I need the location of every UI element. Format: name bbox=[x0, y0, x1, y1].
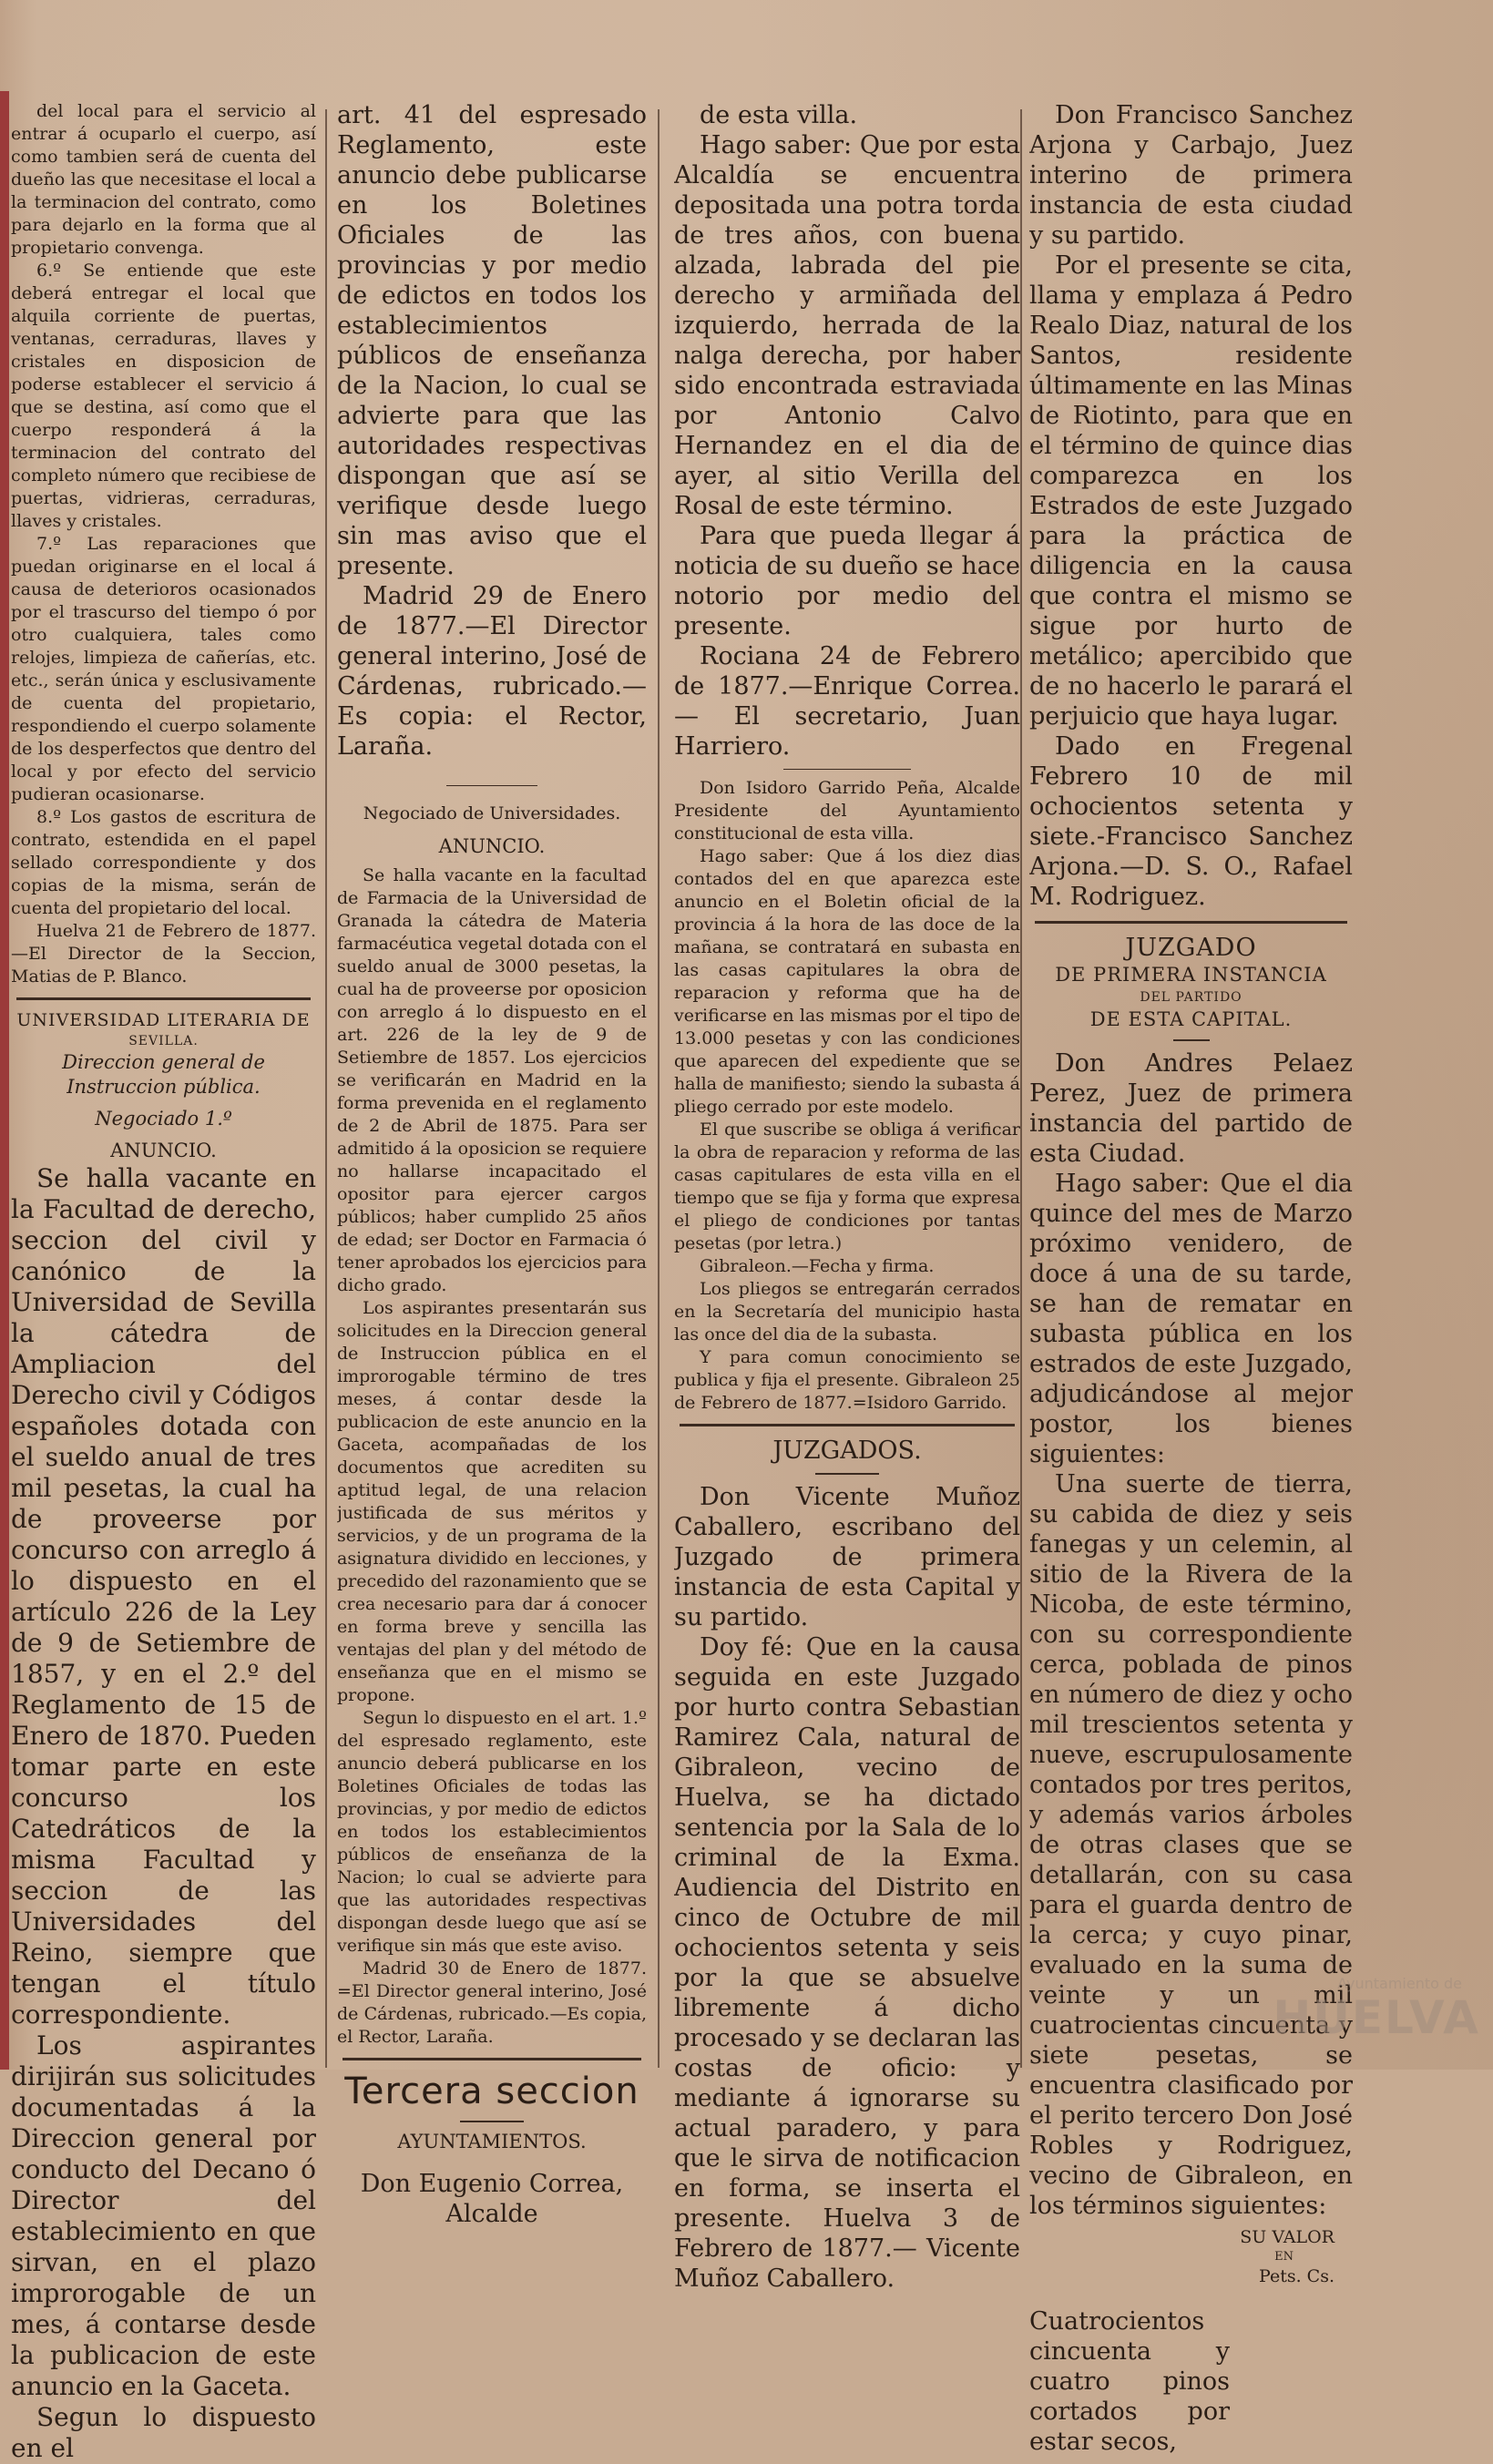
paragraph: Don Eugenio Correa, Alcalde bbox=[360, 2170, 624, 2228]
ornament-rule bbox=[1173, 1039, 1210, 1041]
column-divider bbox=[1020, 109, 1022, 2068]
section-rule bbox=[1035, 921, 1347, 924]
signature-line: Madrid 30 de Enero de 1877. =El Director general interino, José de Cárdenas, rubricado.—Es copia, el Rector, Laraña. bbox=[337, 1958, 647, 2047]
paragraph: Para que pueda llegar á noticia de su dueño se hace notorio por medio del presente. bbox=[674, 522, 1020, 640]
section-heading: DE PRIMERA INSTANCIA bbox=[1055, 964, 1327, 986]
paragraph: Una suerte de tierra, su cabida de diez y seis fanegas y un celemin, al sitio de la Rivera de la Nicoba, de este término, con su correspondiente cerca, poblada de pinos en número de diez y ocho mil trescientos setenta y nueve, escrupulosamente contados por tres peritos, y además varios árboles de otras clases que se detallarán, con su casa para el guarda dentro de la cerca; y cuyo pinar, evaluado en la suma de veinte y un mil cuatrocientas cincuenta y siete pesetas, se encuentra clasificado por el perito tercero Don José Robles y Rodriguez, vecino de Gibraleon, en los términos siguientes: bbox=[1029, 1470, 1353, 2220]
section-subheading: SEVILLA. bbox=[128, 1034, 199, 1048]
value-header-line: SU VALOR bbox=[1240, 2227, 1334, 2247]
paragraph: Doy fé: Que en la causa seguida en este Juzgado por hurto contra Sebastian Ramirez Cala, natural de Gibraleon, vecino de Huelva, se ha dictado sentencia por la Sala de lo criminal de la Exma. Audiencia del Distrito en cinco de Octubre de mil ochocientos setenta y seis por la que se absuelve libremente á dicho procesado y se declaran las costas de oficio: y mediante á ignorarse su actual paradero, y para que le sirva de notificacion en forma, se inserta el presente. Huelva 3 de Febrero de 1877.— Vicente Muñoz Caballero. bbox=[674, 1633, 1020, 2293]
negociado-label: Negociado 1.º bbox=[95, 1108, 232, 1130]
section-rule bbox=[343, 2058, 641, 2060]
section-rule bbox=[16, 997, 311, 1000]
ornament-rule bbox=[460, 2121, 524, 2122]
column-divider bbox=[325, 109, 327, 2068]
section-heading: DE ESTA CAPITAL. bbox=[1089, 1008, 1293, 1030]
paragraph: Segun lo dispuesto en el art. 1.º del espresado reglamento, este anuncio deberá publicarse en los Boletines Oficiales de todas las provincias, y por medio de edictos en todos los establecimientos públicos de enseñanza de la Nacion; lo cual se advierte para que las autoridades respectivas dispongan desde luego que así se verifique sin más que este aviso. bbox=[337, 1708, 647, 1956]
watermark-text: Ayuntamiento de bbox=[1337, 1975, 1462, 1992]
signature-line: Madrid 29 de Enero de 1877.—El Director general interino, José de Cárdenas, rubricado.—Es copia: el Rector, Laraña. bbox=[337, 582, 647, 761]
paragraph: Don Francisco Sanchez Arjona y Carbajo, Juez interino de primera instancia de esta ciudad y su partido. bbox=[1029, 101, 1353, 250]
section-title: Tercera seccion bbox=[344, 2070, 639, 2112]
paragraph: 7.º Las reparaciones que puedan originarse en el local á causa de deterioros ocasionados por el trascurso del tiempo ó por otro cualquiera, tales como relojes, limpieza de cañerías, etc. etc., serán única y esclusivamente de cuenta del propietario, respondiendo el cuerpo solamente de los desperfectos que dentro del local y por efecto del servicio pudieran ocasionarse. bbox=[11, 534, 316, 804]
paragraph: Se halla vacante en la Facultad de derecho, seccion del civil y canónico de la Universidad de Sevilla la cátedra de Ampliacion del Derecho civil y Códigos españoles dotada con el sueldo anual de tres mil pesetas, la cual ha de proveerse por concurso con arreglo á lo dispuesto en el artículo 226 de la Ley de 9 de Setiembre de 1857, y en el 2.º del Reglamento de 15 de Enero de 1870. Pueden tomar parte en este concurso los Catedráticos de la misma Facultad y seccion de las Universidades del Reino, siempre que tengan el título correspondiente. bbox=[11, 1163, 316, 2029]
notice-title: ANUNCIO. bbox=[438, 835, 546, 857]
paragraph: Gibraleon.—Fecha y firma. bbox=[700, 1256, 935, 1276]
paragraph: El que suscribe se obliga á verificar la obra de reparacion y reforma de las casas capitulares de esta villa en el tiempo que se fija y forma que expresa el pliego de condiciones por tantas pesetas (por letra.) bbox=[674, 1120, 1020, 1253]
signature-line: Y para comun conocimiento se publica y fija el presente. Gibraleon 25 de Febrero de 1877.=Isidoro Garrido. bbox=[674, 1347, 1020, 1413]
section-heading: Negociado de Universidades. bbox=[363, 803, 621, 823]
notice-title: ANUNCIO. bbox=[110, 1140, 217, 1161]
ornament-rule bbox=[815, 1473, 879, 1475]
archive-watermark bbox=[1253, 1975, 1489, 2061]
section-rule bbox=[446, 785, 537, 786]
paragraph: Se halla vacante en la facultad de Farmacia de la Universidad de Granada la cátedra de Materia farmacéutica vegetal dotada con el sueldo anual de 3000 pesetas, la cual ha de proveerse por oposicion con arreglo á lo dispuesto en el art. 226 de la ley de 9 de Setiembre de 1857. Los ejercicios se verificarán en Madrid en la forma prevenida en el reglamento de 2 de Abril de 1875. Para ser admitido á la oposicion se requiere no hallarse incapacitado el opositor para ejercer cargos públicos; haber cumplido 25 años de edad; ser Doctor en Farmacia ó tener aprobados los ejercicios para dicho grado. bbox=[337, 865, 647, 1295]
paragraph: art. 41 del espresado Reglamento, este anuncio debe publicarse en los Boletines Oficiales de las provincias y por medio de edictos en todos los establecimientos públicos de enseñanza de la Nacion, lo cual se advierte para que las autoridades respectivas dispongan que así se verifique desde luego sin mas aviso que el presente. bbox=[337, 101, 647, 580]
signature-line: Dado en Fregenal Febrero 10 de mil ochocientos setenta y siete.-Francisco Sanchez Arjona.—D. S. O., Rafael M. Rodriguez. bbox=[1029, 732, 1353, 911]
column-1 bbox=[11, 100, 316, 2464]
paragraph: Don Andres Pelaez Perez, Juez de primera instancia del partido de esta Ciudad. bbox=[1029, 1049, 1353, 1168]
section-heading: UNIVERSIDAD LITERARIA DE bbox=[16, 1010, 311, 1030]
section-rule bbox=[783, 769, 911, 770]
paragraph: Segun lo dispuesto en el bbox=[11, 2402, 316, 2463]
section-title: JUZGADO bbox=[1125, 934, 1257, 962]
signature-line: Huelva 21 de Febrero de 1877. —El Director de la Seccion, Matias de P. Blanco. bbox=[11, 921, 316, 987]
value-header-line: Pets. Cs. bbox=[1259, 2266, 1334, 2286]
value-header bbox=[1029, 2226, 1353, 2288]
column-divider bbox=[658, 109, 660, 2068]
paragraph: Hago saber: Que á los diez dias contados del en que aparezca este anuncio en el Boletin oficial de la provincia á la hora de las doce de la mañana, se contratará en subasta en las casas capitulares la obra de reparacion y reforma que ha de verificarse en las mismas por el tipo de 13.000 pesetas y con las condiciones que aparecen del expediente que se halla de manifiesto; siendo la subasta á pliego cerrado por este modelo. bbox=[674, 846, 1020, 1117]
signature-line: Rociana 24 de Febrero de 1877.—Enrique Correa.— El secretario, Juan Harriero. bbox=[674, 642, 1020, 761]
paragraph: Hago saber: Que el dia quince del mes de Marzo próximo venidero, de doce á una de su tarde, se han de rematar en subasta pública en los estrados de este Juzgado, adjudicándose al mejor postor, los bienes siguientes: bbox=[1029, 1170, 1353, 1468]
paragraph: Por el presente se cita, llama y emplaza á Pedro Realo Diaz, natural de los Santos, residente últimamente en las Minas de Riotinto, para que en el término de quince dias comparezca en los Estrados de este Juzgado para la práctica de diligencia en la causa que contra el mismo se sigue por hurto de metálico; apercibido que de no hacerlo le parará el perjuicio que haya lugar. bbox=[1029, 251, 1353, 731]
table-row: Cuatrocientos cincuenta y cuatro pinos cortados por estar secos, bbox=[1029, 2307, 1230, 2456]
section-title: JUZGADOS. bbox=[772, 1436, 922, 1465]
section-rule bbox=[680, 1424, 1015, 1426]
watermark-text: HUELVA bbox=[1273, 1991, 1480, 2044]
column-3 bbox=[674, 100, 1020, 2294]
paragraph: 6.º Se entiende que este deberá entregar el local que alquila corriente de puertas, ventanas, cerraduras, llaves y cristales en disposicion de poderse establecer el servicio á que se destina, así como que el cuerpo responderá á la terminacion del contrato del completo número que recibiese de puertas, vidrieras, cerraduras, llaves y cristales. bbox=[11, 261, 316, 531]
paragraph: Hago saber: Que por esta Alcaldía se encuentra depositada una potra torda de tres años, con buena alzada, labrada del pie derecho y armiñada del izquierdo, herrada de la nalga derecha, por haber sido encontrada estraviada por Antonio Calvo Hernandez en el dia de ayer, al sitio Verilla del Rosal de este término. bbox=[674, 131, 1020, 520]
paragraph: Los pliegos se entregarán cerrados en la Secretaría del municipio hasta las once del dia de la subasta. bbox=[674, 1279, 1020, 1344]
column-4 bbox=[1029, 100, 1353, 2457]
column-2 bbox=[337, 100, 647, 2229]
binding-edge bbox=[0, 91, 9, 2070]
paragraph: Los aspirantes dirijirán sus solicitudes documentadas á la Direccion general por conducto del Decano ó Director del establecimiento en que sirvan, en el plazo improrogable de un mes, á contarse desde la publicacion de este anuncio en la Gaceta. bbox=[11, 2030, 316, 2401]
section-heading: Direccion general de Instruccion pública. bbox=[62, 1051, 265, 1098]
paragraph: Los aspirantes presentarán sus solicitudes en la Direccion general de Instruccion pública en el improrogable término de tres meses, á contar desde la publicacion de este anuncio en la Gaceta, acompañadas de los documentos que acrediten su aptitud legal, de una relacion justificada de sus méritos y servicios, y de un programa de la asignatura dividido en lecciones, y precedido del razonamiento que se crea necesario para dar á conocer en forma breve y sencilla las ventajas del plan y del método de enseñanza que en el mismo se propone. bbox=[337, 1298, 647, 1705]
paragraph: 8.º Los gastos de escritura de contrato, estendida en el papel sellado correspondiente y dos copias de la misma, serán de cuenta del propietario del local. bbox=[11, 807, 316, 918]
paragraph: Don Isidoro Garrido Peña, Alcalde Presidente del Ayuntamiento constitucional de esta villa. bbox=[674, 778, 1020, 843]
section-subheading: DEL PARTIDO bbox=[1140, 990, 1242, 1005]
paragraph: Don Vicente Muñoz Caballero, escribano del Juzgado de primera instancia de esta Capital y su partido. bbox=[674, 1483, 1020, 1631]
section-heading: AYUNTAMIENTOS. bbox=[397, 2131, 587, 2152]
value-header-line: EN bbox=[1274, 2250, 1294, 2264]
paragraph: de esta villa. bbox=[700, 101, 858, 129]
paragraph: del local para el servicio al entrar á ocuparlo el cuerpo, así como tambien será de cuenta del dueño las que necesitase el local a la terminacion del contrato, como para dejarlo en la forma que al propietario convenga. bbox=[11, 101, 316, 258]
